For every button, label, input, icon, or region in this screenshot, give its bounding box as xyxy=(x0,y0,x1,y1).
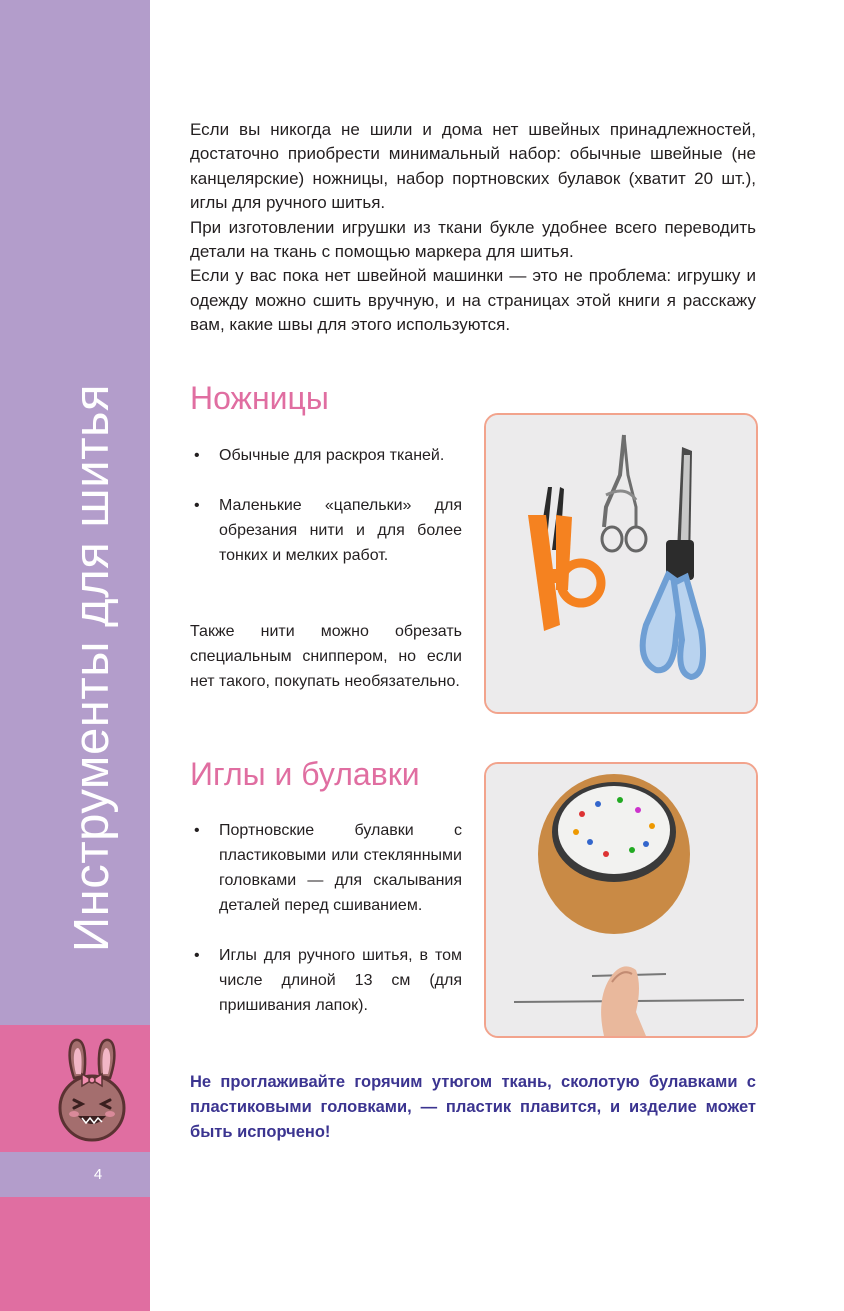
list-item: • Иглы для ручного шитья, в том числе длиной 13 см (для пришивания лапок). xyxy=(190,943,462,1018)
bunny-face-icon xyxy=(52,1034,132,1144)
needles-list xyxy=(190,818,462,1018)
intro-paragraph: Если вы никогда не шили и дома нет швейных принадлежностей, достаточно приобрести минимальный набор: обычные швейные (не канцелярские) ножницы, набор портновских булавок (хватит 20 шт.), иглы для ручного шитья. xyxy=(190,120,756,213)
sidebar-bottom-band xyxy=(0,1197,150,1311)
intro-paragraph: При изготовлении игрушки из ткани букле удобнее всего переводить детали на ткань с помощью маркера для шитья. xyxy=(190,217,756,262)
pins-photo xyxy=(484,762,758,1038)
intro-text xyxy=(190,118,756,338)
pincushion-icon xyxy=(538,774,690,934)
scissors-illustration xyxy=(486,415,756,712)
pincushion-illustration xyxy=(486,764,756,1036)
intro-paragraph: Если у вас пока нет швейной машинки — это не проблема: игрушку и одежду можно сшить вручную, и на страницах этой книги я расскажу вам, какие швы для этого используются. xyxy=(190,266,756,335)
scissors-heading: Ножницы xyxy=(190,380,329,416)
list-item: • Обычные для раскроя тканей. xyxy=(190,443,462,468)
chapter-title: Инструменты для шитья xyxy=(65,383,119,953)
list-item: • Портновские булавки с пластиковыми или стеклянными головками — для скалывания деталей перед сшиванием. xyxy=(190,818,462,918)
snipper-note: Также нити можно обрезать специальным сниппером, но если нет такого, покупать необязательно. xyxy=(190,623,462,690)
scissors-photo xyxy=(484,413,758,714)
sidebar xyxy=(0,0,150,1311)
warning-note: Не проглаживайте горячим утюгом ткань, сколотую булавками с пластиковыми головками, — пластик плавится, и изделие может быть испорчено! xyxy=(190,1073,756,1141)
page-number: 4 xyxy=(93,1166,103,1183)
needles-heading: Иглы и булавки xyxy=(190,756,420,792)
list-item: • Маленькие «цапельки» для обрезания нити и для более тонких и мелких работ. xyxy=(190,493,462,568)
scissors-list xyxy=(190,443,462,568)
